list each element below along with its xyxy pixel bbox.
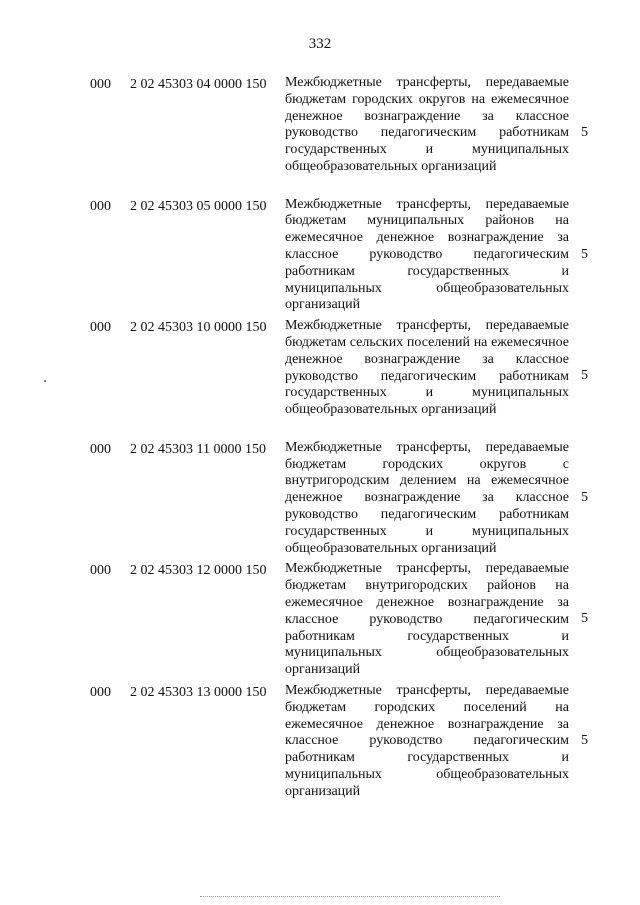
- row-value: 5: [581, 611, 588, 627]
- admin-code: 000: [90, 563, 111, 579]
- row-value: 5: [581, 368, 588, 384]
- row-description: Межбюджетные трансферты, передаваемые бюджетам муниципальных районов на ежемесячное денежное вознаграждение за классное руководство педагогическим работникам государственных и муниципальных общеобразовательных организаций: [285, 196, 569, 313]
- row-description: Межбюджетные трансферты, передаваемые бюджетам внутригородских районов на ежемесячное денежное вознаграждение за классное руководство педагогическим работникам государственных и муниципальных общеобразовательных организаций: [285, 561, 569, 678]
- page-number: 332: [308, 36, 332, 52]
- table-row: [0, 75, 640, 197]
- budget-classification-code: 2 02 45303 11 0000 150: [130, 441, 266, 457]
- row-value: 5: [581, 489, 588, 505]
- table-row: [0, 683, 640, 805]
- admin-code: 000: [90, 198, 111, 214]
- row-value: 5: [581, 732, 588, 748]
- budget-classification-code: 2 02 45303 12 0000 150: [130, 563, 267, 579]
- table-row: [0, 197, 640, 319]
- budget-classification-code: 2 02 45303 10 0000 150: [130, 320, 267, 336]
- table-row: [0, 440, 640, 562]
- row-description: Межбюджетные трансферты, передаваемые бюджетам городских округов на ежемесячное денежное вознаграждение за классное руководство педагогическим работникам государственных и муниципальных общеобразовательных организаций: [285, 75, 569, 174]
- table-row: [0, 561, 640, 683]
- admin-code: 000: [90, 684, 111, 700]
- table-row: [0, 318, 640, 440]
- scan-speck: [44, 380, 46, 382]
- budget-classification-code: 2 02 45303 05 0000 150: [130, 198, 267, 214]
- row-description: Межбюджетные трансферты, передаваемые бюджетам городских поселений на ежемесячное денежное вознаграждение за классное руководство педагогическим работникам государственных и муниципальных общеобразовательных организаций: [285, 682, 569, 799]
- row-value: 5: [581, 125, 588, 140]
- row-description: Межбюджетные трансферты, передаваемые бюджетам городских округов с внутригородским делением на ежемесячное денежное вознаграждение за классное руководство педагогическим работникам государственных и муниципальных общеобразовательных организаций: [285, 439, 569, 556]
- admin-code: 000: [90, 320, 111, 336]
- scan-bottom-edge: [200, 896, 500, 897]
- admin-code: 000: [90, 77, 111, 92]
- budget-classification-code: 2 02 45303 13 0000 150: [130, 684, 267, 700]
- row-value: 5: [581, 246, 588, 262]
- admin-code: 000: [90, 441, 111, 457]
- budget-classification-code: 2 02 45303 04 0000 150: [130, 77, 267, 92]
- budget-table: [0, 75, 640, 805]
- row-description: Межбюджетные трансферты, передаваемые бюджетам сельских поселений на ежемесячное денежное вознаграждение за классное руководство педагогическим работникам государственных и муниципальных общеобразовательных организаций: [285, 318, 569, 418]
